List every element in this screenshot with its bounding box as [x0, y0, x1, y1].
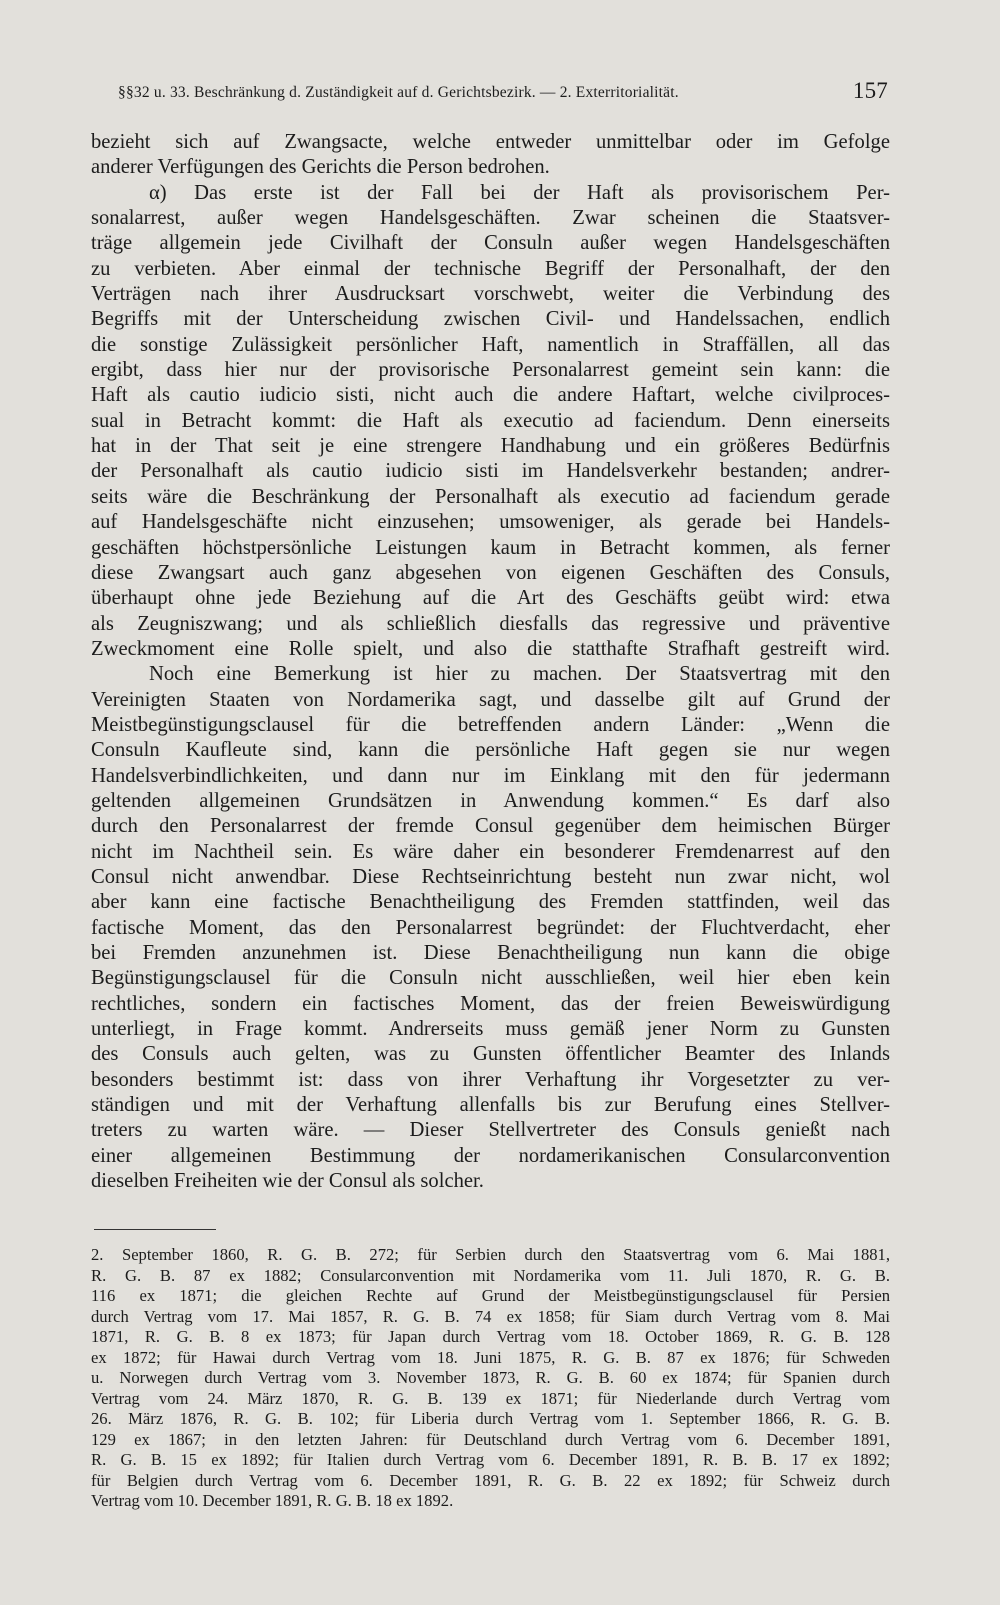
text-line: ergibt, dass hier nur der provisorische Personalarrest gemeint sein kann: die	[91, 359, 890, 382]
footnote-line: u. Norwegen durch Vertrag vom 3. November 1873, R. G. B. 60 ex 1874; für Spanien durch	[91, 1368, 890, 1387]
text-line: träge allgemein jede Civilhaft der Consuln außer wegen Handelsgeschäften	[91, 232, 890, 255]
text-line: der Personalhaft als cautio iudicio sisti im Handelsverkehr bestanden; andrer-	[91, 460, 890, 483]
text-line: Begünstigungsclausel für die Consuln nicht ausschließen, weil hier eben kein	[91, 967, 890, 990]
text-line: dieselben Freiheiten wie der Consul als solcher.	[91, 1170, 484, 1193]
text-line: bezieht sich auf Zwangsacte, welche entweder unmittelbar oder im Gefolge	[91, 131, 890, 153]
text-line: factische Moment, das den Personalarrest begründet: der Fluchtverdacht, eher	[91, 916, 890, 939]
footnote-separator	[94, 1229, 216, 1230]
text-line: treters zu warten wäre. — Dieser Stellvertreter des Consuls genießt nach	[91, 1119, 890, 1142]
text-line: Consuln Kaufleute sind, kann die persönliche Haft gegen sie nur wegen	[91, 739, 890, 762]
text-line: Zweckmoment eine Rolle spielt, und also die statthafte Strafhaft gestreift wird.	[91, 637, 890, 660]
text-line: Consul nicht anwendbar. Diese Rechtseinrichtung besteht nun zwar nicht, wol	[91, 865, 890, 888]
text-line: Vereinigten Staaten von Nordamerika sagt, und dasselbe gilt auf Grund der	[91, 688, 890, 711]
text-line: geschäften höchstpersönliche Leistungen kaum in Betracht kommen, als ferner	[91, 536, 890, 559]
text-line: ständigen und mit der Verhaftung allenfalls bis zur Berufung eines Stellver-	[91, 1094, 890, 1117]
text-line: seits wäre die Beschränkung der Personalhaft als executio ad faciendum gerade	[91, 485, 890, 508]
footnote-line: 129 ex 1867; in den letzten Jahren: für Deutschland durch Vertrag vom 6. December 1891,	[91, 1429, 890, 1449]
footnotes	[91, 1245, 890, 1512]
footnote-line: Vertrag vom 10. December 1891, R. G. B. 18 ex 1892.	[91, 1491, 454, 1510]
footnote-line: Vertrag vom 24. März 1870, R. G. B. 139 ex 1871; für Niederlande durch Vertrag vom	[91, 1388, 890, 1408]
text-line: Noch eine Bemerkung ist hier zu machen. Der Staatsvertrag mit den	[149, 663, 890, 686]
text-line: Handelsverbindlichkeiten, und dann nur im Einklang mit den für jedermann	[91, 764, 890, 787]
text-line: rechtliches, sondern ein factisches Moment, das der freien Beweiswürdigung	[91, 992, 890, 1015]
footnote-line: R. G. B. 87 ex 1882; Consularconvention mit Nordamerika vom 11. Juli 1870, R. G. B.	[91, 1265, 890, 1285]
text-line: aber kann eine factische Benachtheiligung des Fremden stattfinden, weil das	[91, 891, 890, 914]
text-line: auf Handelsgeschäfte nicht einzusehen; umsoweniger, als gerade bei Handels-	[91, 511, 890, 534]
text-line: als Zeugniszwang; und als schließlich diesfalls das regressive und präventive	[91, 612, 890, 635]
footnote-line: für Belgien durch Vertrag vom 6. December 1891, R. G. B. 22 ex 1892; für Schweiz durch	[91, 1470, 890, 1490]
text-line: nicht im Nachtheil sein. Es wäre daher ein besonderer Fremdenarrest auf den	[91, 840, 890, 863]
body-text	[91, 130, 890, 1194]
text-line: unterliegt, in Frage kommt. Andrerseits muss gemäß jener Norm zu Gunsten	[91, 1018, 890, 1041]
text-line: die sonstige Zulässigkeit persönlicher Haft, namentlich in Straffällen, all das	[91, 333, 890, 356]
text-line: durch den Personalarrest der fremde Consul gegenüber dem heimischen Bürger	[91, 815, 890, 838]
text-line: überhaupt ohne jede Beziehung auf die Art des Geschäfts geübt wird: etwa	[91, 587, 890, 610]
header-title: §§32 u. 33. Beschränkung d. Zuständigkeit auf d. Gerichtsbezirk. — 2. Exterritorialität.	[118, 84, 679, 101]
text-line: sual in Betracht kommt: die Haft als executio ad faciendum. Denn einerseits	[91, 409, 890, 432]
text-line: Haft als cautio iudicio sisti, nicht auch die andere Haftart, welche civilproces-	[91, 384, 890, 407]
text-line: Verträgen nach ihrer Ausdrucksart vorschwebt, weiter die Verbindung des	[91, 283, 890, 306]
running-header	[118, 78, 888, 108]
text-line: Begriffs mit der Unterscheidung zwischen Civil- und Handelssachen, endlich	[91, 308, 890, 331]
footnote-line: 2. September 1860, R. G. B. 272; für Serbien durch den Staatsvertrag vom 6. Mai 1881,	[91, 1245, 890, 1264]
text-line: zu verbieten. Aber einmal der technische Begriff der Personalhaft, der den	[91, 257, 890, 280]
footnote-line: 1871, R. G. B. 8 ex 1873; für Japan durch Vertrag vom 18. October 1869, R. G. B. 128	[91, 1327, 890, 1346]
footnote-line: R. G. B. 15 ex 1892; für Italien durch Vertrag vom 6. December 1891, R. B. B. 17 ex 1892;	[91, 1450, 890, 1469]
text-line: diese Zwangsart auch ganz abgesehen von eigenen Geschäften des Consuls,	[91, 561, 890, 584]
footnote-line: durch Vertrag vom 17. Mai 1857, R. G. B. 74 ex 1858; für Siam durch Vertrag vom 8. Mai	[91, 1306, 890, 1326]
text-line: anderer Verfügungen des Gerichts die Person bedrohen.	[91, 156, 550, 179]
text-line: Meistbegünstigungsclausel für die betreffenden andern Länder: „Wenn die	[91, 713, 890, 736]
page-number: 157	[852, 78, 888, 103]
text-line: besonders bestimmt ist: dass von ihrer Verhaftung ihr Vorgesetzter zu ver-	[91, 1068, 890, 1091]
footnote-line: ex 1872; für Hawai durch Vertrag vom 18. Juni 1875, R. G. B. 87 ex 1876; für Schweden	[91, 1347, 890, 1367]
footnote-line: 26. März 1876, R. G. B. 102; für Liberia durch Vertrag vom 1. September 1866, R. G. B.	[91, 1409, 890, 1428]
text-line: geltenden allgemeinen Grundsätzen in Anwendung kommen.“ Es darf also	[91, 789, 890, 812]
text-line: bei Fremden anzunehmen ist. Diese Benachtheiligung nun kann die obige	[91, 942, 890, 964]
text-line: des Consuls auch gelten, was zu Gunsten öffentlicher Beamter des Inlands	[91, 1043, 890, 1066]
text-line: α) Das erste ist der Fall bei der Haft als provisorischem Per-	[149, 181, 890, 204]
footnote-line: 116 ex 1871; die gleichen Rechte auf Grund der Meistbegünstigungsclausel für Persien	[91, 1286, 890, 1305]
text-line: einer allgemeinen Bestimmung der nordamerikanischen Consularconvention	[91, 1144, 890, 1167]
text-line: sonalarrest, außer wegen Handelsgeschäften. Zwar scheinen die Staatsver-	[91, 207, 890, 230]
text-line: hat in der That seit je eine strengere Handhabung und ein größeres Bedürfnis	[91, 435, 890, 458]
